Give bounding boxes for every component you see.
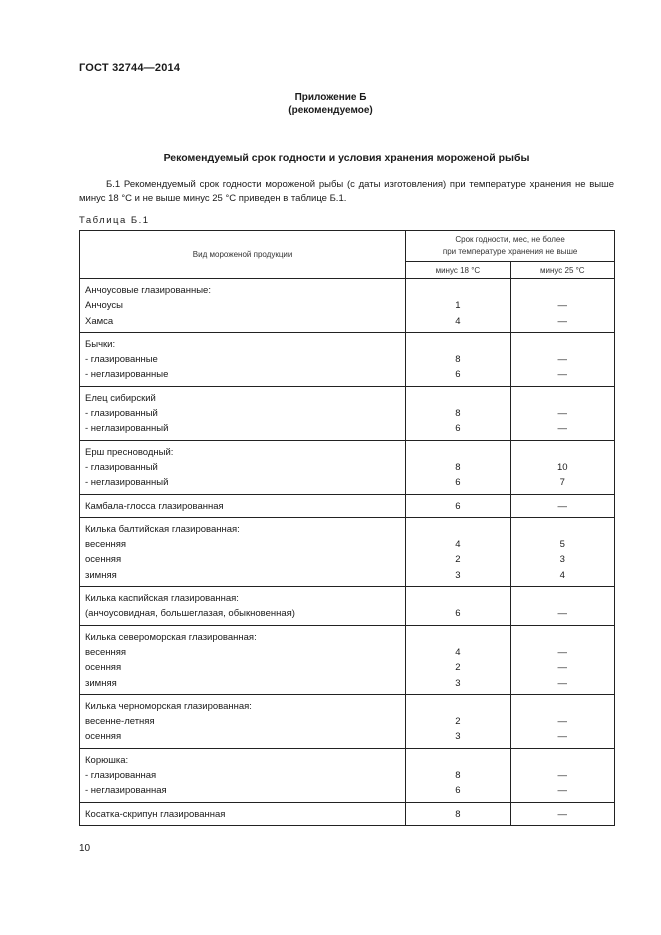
- col-header-minus18: минус 18 °С: [406, 262, 510, 279]
- value-minus18: 2: [455, 716, 461, 728]
- minus18-cell: [406, 332, 510, 386]
- product-cell: [80, 625, 406, 694]
- value-minus25: —: [557, 500, 568, 512]
- col-header-shelf-line1: Срок годности, мес, не более: [455, 235, 565, 244]
- value-minus18: [406, 591, 509, 606]
- value-minus18: 6: [455, 500, 461, 512]
- value-minus18: [406, 630, 509, 645]
- value-minus18: [406, 699, 509, 714]
- product-name: Килька черноморская глазированная:: [85, 700, 252, 712]
- table-group: [80, 694, 615, 748]
- product-name: весенне-летняя: [85, 716, 155, 728]
- table-group: [80, 802, 615, 825]
- minus25-cell: [510, 802, 614, 825]
- value-minus18: 4: [455, 539, 461, 551]
- value-minus25: —: [557, 408, 568, 420]
- value-minus25: [511, 522, 614, 537]
- product-name: - неглазированные: [85, 369, 169, 381]
- product-name: осенняя: [85, 662, 122, 674]
- table-row: [80, 517, 615, 586]
- value-minus18: 6: [455, 369, 461, 381]
- value-minus18: 2: [455, 662, 461, 674]
- value-minus18: 2: [455, 554, 461, 566]
- intro-paragraph: Б.1 Рекомендуемый срок годности мороженой рыбы (с даты изготовления) при температуре хранения не выше минус 18 °С и не выше минус 25 °С приведен в таблице Б.1.: [79, 179, 614, 204]
- value-minus18: 4: [455, 315, 461, 327]
- col-header-product: Вид мороженой продукции: [80, 231, 406, 279]
- value-minus25: [511, 630, 614, 645]
- value-minus18: 8: [455, 461, 461, 473]
- value-minus25: [511, 753, 614, 768]
- minus18-cell: [406, 587, 510, 626]
- value-minus25: —: [557, 770, 568, 782]
- value-minus25: 5: [559, 539, 565, 551]
- value-minus25: —: [557, 354, 568, 366]
- minus18-cell: [406, 440, 510, 494]
- value-minus18: [406, 391, 509, 406]
- product-name: - неглазированный: [85, 477, 169, 489]
- page-number: 10: [79, 843, 91, 854]
- product-cell: [80, 494, 406, 517]
- table-row: [80, 494, 615, 517]
- table-group: [80, 332, 615, 386]
- minus18-cell: [406, 748, 510, 802]
- value-minus18: [406, 283, 509, 298]
- product-name: Анчоусовые глазированные:: [85, 285, 211, 296]
- product-name: Килька североморская глазированная:: [85, 631, 257, 643]
- table-group: [80, 279, 615, 333]
- product-name: - глазированная: [85, 770, 157, 782]
- value-minus18: 6: [455, 785, 461, 797]
- value-minus18: 3: [455, 731, 461, 743]
- product-name: зимняя: [85, 677, 117, 689]
- product-cell: [80, 386, 406, 440]
- value-minus25: —: [557, 716, 568, 728]
- product-name: весенняя: [85, 539, 127, 551]
- value-minus18: [406, 522, 509, 537]
- product-name: весенняя: [85, 646, 127, 658]
- product-cell: [80, 332, 406, 386]
- value-minus25: [511, 283, 614, 298]
- value-minus25: —: [557, 423, 568, 435]
- value-minus18: 4: [455, 646, 461, 658]
- value-minus25: [511, 699, 614, 714]
- appendix-title: Приложение Б: [294, 92, 367, 103]
- product-name: Елец сибирский: [85, 392, 156, 404]
- value-minus18: 3: [455, 677, 461, 689]
- value-minus25: —: [557, 369, 568, 381]
- minus18-cell: [406, 694, 510, 748]
- value-minus18: [406, 445, 509, 460]
- product-cell: [80, 440, 406, 494]
- table-label: Таблица Б.1: [79, 215, 150, 226]
- product-name: - глазированный: [85, 408, 158, 420]
- minus25-cell: [510, 494, 614, 517]
- product-cell: [80, 587, 406, 626]
- table-group: [80, 625, 615, 694]
- value-minus18: 6: [455, 608, 461, 620]
- value-minus18: [406, 753, 509, 768]
- table-row: [80, 802, 615, 825]
- table-group: [80, 748, 615, 802]
- product-cell: [80, 802, 406, 825]
- value-minus25: —: [557, 677, 568, 689]
- value-minus25: [511, 445, 614, 460]
- value-minus25: —: [557, 300, 568, 312]
- table-group: [80, 494, 615, 517]
- col-header-shelf-line2: при температуре хранения не выше: [442, 247, 578, 256]
- table-row: [80, 332, 615, 386]
- product-name: Килька каспийская глазированная:: [85, 593, 239, 605]
- product-name: осенняя: [85, 731, 122, 743]
- col-header-minus25: минус 25 °С: [510, 262, 614, 279]
- value-minus25: [511, 337, 614, 352]
- table-row: [80, 440, 615, 494]
- shelf-life-table: [79, 230, 615, 826]
- minus25-cell: [510, 440, 614, 494]
- product-name: (анчоусовидная, большеглазая, обыкновенная): [85, 608, 295, 620]
- minus18-cell: [406, 517, 510, 586]
- minus18-cell: [406, 625, 510, 694]
- product-name: Килька балтийская глазированная:: [85, 523, 240, 535]
- minus25-cell: [510, 279, 614, 333]
- minus25-cell: [510, 386, 614, 440]
- minus18-cell: [406, 802, 510, 825]
- minus25-cell: [510, 517, 614, 586]
- product-name: Камбала-глосса глазированная: [85, 500, 224, 512]
- value-minus25: 7: [559, 477, 565, 489]
- col-header-shelf-life: [406, 231, 615, 262]
- product-cell: [80, 694, 406, 748]
- minus18-cell: [406, 279, 510, 333]
- product-name: зимняя: [85, 569, 117, 581]
- value-minus25: [511, 391, 614, 406]
- table-row: [80, 748, 615, 802]
- table-group: [80, 517, 615, 586]
- table-group: [80, 440, 615, 494]
- table-group: [80, 386, 615, 440]
- minus25-cell: [510, 332, 614, 386]
- value-minus18: 1: [455, 300, 461, 312]
- value-minus18: 8: [455, 354, 461, 366]
- value-minus25: —: [557, 646, 568, 658]
- product-name: - неглазированная: [85, 785, 167, 797]
- product-name: осенняя: [85, 554, 122, 566]
- table-group: [80, 587, 615, 626]
- product-name: Ерш пресноводный:: [85, 446, 174, 458]
- value-minus25: 3: [559, 554, 565, 566]
- value-minus25: —: [557, 808, 568, 820]
- minus18-cell: [406, 386, 510, 440]
- product-cell: [80, 517, 406, 586]
- value-minus18: 8: [455, 408, 461, 420]
- product-cell: [80, 748, 406, 802]
- value-minus18: 6: [455, 423, 461, 435]
- minus25-cell: [510, 587, 614, 626]
- value-minus25: —: [557, 785, 568, 797]
- value-minus18: [406, 337, 509, 352]
- value-minus25: 10: [557, 461, 568, 473]
- minus18-cell: [406, 494, 510, 517]
- standard-code: ГОСТ 32744—2014: [79, 62, 181, 74]
- product-name: Бычки:: [85, 338, 116, 350]
- table-row: [80, 279, 615, 333]
- minus25-cell: [510, 694, 614, 748]
- value-minus25: [511, 591, 614, 606]
- value-minus25: 4: [559, 569, 565, 581]
- table-row: [80, 587, 615, 626]
- product-name: Косатка-скрипун глазированная: [85, 808, 226, 820]
- product-name: Корюшка:: [85, 754, 129, 766]
- product-name: - глазированные: [85, 354, 158, 366]
- table-row: [80, 694, 615, 748]
- product-name: - неглазированный: [85, 423, 169, 435]
- minus25-cell: [510, 748, 614, 802]
- appendix-header: [0, 91, 661, 117]
- minus25-cell: [510, 625, 614, 694]
- value-minus25: —: [557, 731, 568, 743]
- value-minus18: 3: [455, 569, 461, 581]
- section-title: Рекомендуемый срок годности и условия хранения мороженой рыбы: [163, 152, 530, 164]
- value-minus18: 8: [455, 808, 461, 820]
- product-cell: [80, 279, 406, 333]
- product-name: Анчоусы: [85, 300, 123, 312]
- table-row: [80, 625, 615, 694]
- product-name: - глазированный: [85, 461, 158, 473]
- value-minus25: —: [557, 662, 568, 674]
- value-minus25: —: [557, 608, 568, 620]
- table-row: [80, 386, 615, 440]
- value-minus18: 8: [455, 770, 461, 782]
- value-minus25: —: [557, 315, 568, 327]
- value-minus18: 6: [455, 477, 461, 489]
- appendix-subtitle: (рекомендуемое): [288, 105, 373, 116]
- product-name: Хамса: [85, 315, 114, 327]
